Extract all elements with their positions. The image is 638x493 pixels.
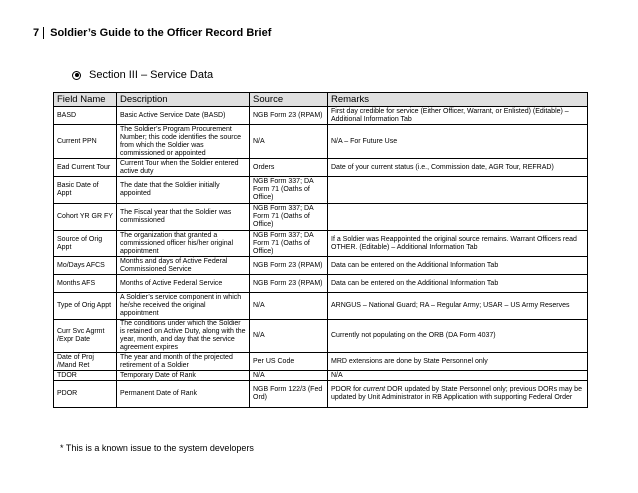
column-header-description: Description [117,93,250,107]
cell-field-name: Cohort YR GR FY [54,204,117,231]
page-header [33,27,271,39]
radio-bullet-icon [72,71,81,80]
cell-field-name: BASD [54,107,117,125]
remarks-prefix: PDOR for [331,386,364,393]
table-row [54,257,588,275]
cell-remarks: Date of your current status (i.e., Commission date, AGR Tour, REFRAD) [328,159,588,177]
table-header-row [54,93,588,107]
cell-description: The year and month of the projected retirement of a Soldier [117,353,250,371]
table-row [54,159,588,177]
table-row [54,231,588,257]
cell-remarks [328,381,588,408]
cell-field-name: Mo/Days AFCS [54,257,117,275]
remarks-rest: DOR updated by State Personnel only; previous DORs may be updated by Unit Administrator in RB Application with supporting Federal Order [331,386,582,401]
cell-source: NGB Form 23 (RPAM) [250,107,328,125]
cell-field-name: Type of Orig Appt [54,293,117,320]
page-number: 7 [33,27,44,39]
cell-description: The Soldier’s Program Procurement Number; this code identifies the source from which the Soldier was commissioned or appointed [117,125,250,159]
cell-source: NGB Form 337; DA Form 71 (Oaths of Office) [250,231,328,257]
table-row [54,204,588,231]
cell-description: Temporary Date of Rank [117,371,250,381]
cell-remarks: Currently not populating on the ORB (DA Form 4037) [328,320,588,353]
cell-field-name: Current PPN [54,125,117,159]
cell-description: The organization that granted a commissioned officer his/her original appointment [117,231,250,257]
cell-remarks: MRD extensions are done by State Personnel only [328,353,588,371]
service-data-table [53,92,588,408]
column-header-source: Source [250,93,328,107]
cell-remarks: Data can be entered on the Additional Information Tab [328,275,588,293]
cell-remarks [328,177,588,204]
cell-remarks: Data can be entered on the Additional Information Tab [328,257,588,275]
cell-description: The Fiscal year that the Soldier was commissioned [117,204,250,231]
cell-source: N/A [250,371,328,381]
cell-field-name: Date of Proj /Mand Ret [54,353,117,371]
cell-field-name: Months AFS [54,275,117,293]
table-row [54,353,588,371]
table-row [54,371,588,381]
cell-remarks: N/A – For Future Use [328,125,588,159]
table-row [54,177,588,204]
table-row [54,320,588,353]
table-row [54,381,588,408]
footnote: * This is a known issue to the system developers [60,443,254,453]
cell-description: Permanent Date of Rank [117,381,250,408]
cell-remarks: ARNGUS – National Guard; RA – Regular Army; USAR – US Army Reserves [328,293,588,320]
cell-source: NGB Form 337; DA Form 71 (Oaths of Office) [250,204,328,231]
section-heading [72,69,213,81]
cell-description: Basic Active Service Date (BASD) [117,107,250,125]
table-row [54,107,588,125]
cell-source: NGB Form 23 (RPAM) [250,275,328,293]
document-title: Soldier’s Guide to the Officer Record Brief [50,27,272,39]
cell-source: N/A [250,293,328,320]
section-title: Section III – Service Data [89,69,214,81]
remarks-emphasis: current [363,386,386,393]
cell-description: A Soldier’s service component in which he/she received the original appointment [117,293,250,320]
column-header-field-name: Field Name [54,93,117,107]
cell-remarks [328,204,588,231]
cell-source: N/A [250,320,328,353]
cell-remarks: If a Soldier was Reappointed the original source remains. Warrant Officers read OTHER. (Editable) – Additional Information Tab [328,231,588,257]
table-row [54,125,588,159]
cell-field-name: Curr Svc Agrmt /Expr Date [54,320,117,353]
cell-field-name: Ead Current Tour [54,159,117,177]
cell-source: Orders [250,159,328,177]
cell-remarks: First day credible for service (Either Officer, Warrant, or Enlisted) (Editable) – Additional Information Tab [328,107,588,125]
cell-field-name: PDOR [54,381,117,408]
cell-description: The conditions under which the Soldier is retained on Active Duty, along with the year, month, and day that the service agreement expires [117,320,250,353]
cell-source: NGB Form 337; DA Form 71 (Oaths of Office) [250,177,328,204]
cell-description: The date that the Soldier initially appointed [117,177,250,204]
cell-remarks: N/A [328,371,588,381]
column-header-remarks: Remarks [328,93,588,107]
table-row [54,293,588,320]
cell-field-name: Basic Date of Appt [54,177,117,204]
table-row [54,275,588,293]
cell-description: Current Tour when the Soldier entered active duty [117,159,250,177]
cell-description: Months and days of Active Federal Commissioned Service [117,257,250,275]
cell-source: NGB Form 23 (RPAM) [250,257,328,275]
cell-source: Per US Code [250,353,328,371]
cell-field-name: Source of Orig Appt [54,231,117,257]
cell-description: Months of Active Federal Service [117,275,250,293]
cell-field-name: TDOR [54,371,117,381]
cell-source: N/A [250,125,328,159]
cell-source: NGB Form 122/3 (Fed Ord) [250,381,328,408]
